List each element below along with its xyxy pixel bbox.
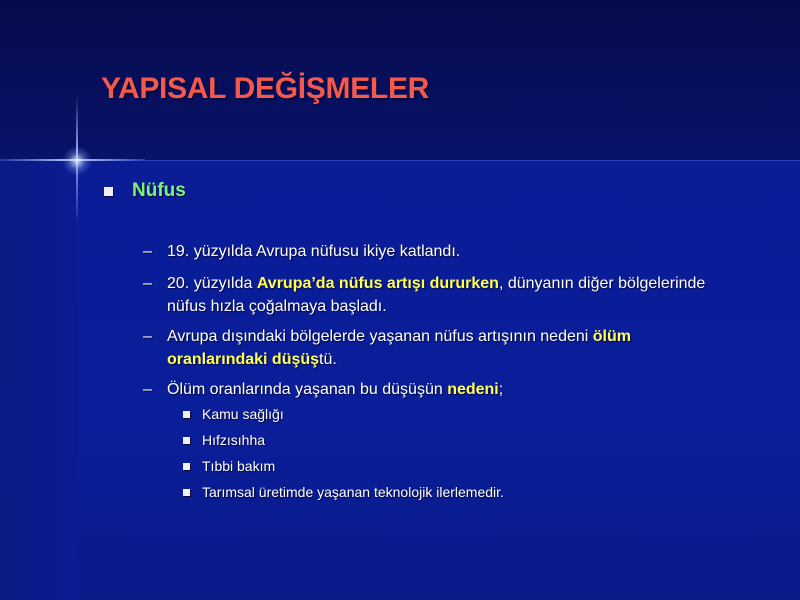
- point-2: [143, 272, 773, 318]
- sub-point-text: Kamu sağlığı: [202, 406, 284, 422]
- point-3: [143, 325, 773, 371]
- sub-point-2: [183, 432, 265, 448]
- point-text: tü.: [319, 351, 337, 368]
- sub-point-3: [183, 458, 275, 474]
- point-4: [143, 378, 773, 401]
- point-highlight: nedeni: [447, 381, 499, 398]
- slide-title: YAPISAL DEĞİŞMELER: [101, 72, 430, 105]
- square-bullet-icon: [183, 411, 190, 418]
- square-bullet-icon: [183, 437, 190, 444]
- dash-bullet-icon: –: [143, 243, 152, 260]
- sub-point-text: Tarımsal üretimde yaşanan teknolojik ilerlemedir.: [202, 484, 504, 500]
- point-text: nüfus hızla çoğalmaya başladı.: [167, 298, 387, 315]
- sub-point-text: Tıbbi bakım: [202, 458, 276, 474]
- point-text: Ölüm oranlarında yaşanan bu düşüşün: [167, 381, 448, 398]
- dash-bullet-icon: –: [143, 275, 152, 292]
- band-divider: [145, 160, 800, 161]
- sub-point-4: [183, 484, 504, 500]
- dash-bullet-icon: –: [143, 328, 152, 345]
- left-strip: [0, 160, 78, 600]
- point-1: [143, 240, 773, 263]
- bullet-label: Nüfus: [132, 180, 186, 201]
- square-bullet-icon: [183, 489, 190, 496]
- dash-bullet-icon: –: [143, 381, 152, 398]
- point-highlight: Avrupa’da nüfus artışı dururken: [256, 275, 499, 292]
- sub-point-text: Hıfzısıhha: [202, 432, 266, 448]
- sub-point-1: [183, 406, 284, 422]
- point-text: ;: [498, 381, 504, 398]
- point-text: Avrupa dışındaki bölgelerde yaşanan nüfus artışının nedeni: [167, 328, 593, 345]
- decorative-glow: [62, 146, 92, 176]
- square-bullet-icon: [183, 463, 190, 470]
- square-bullet-icon: [104, 187, 113, 196]
- bullet-nufus: [104, 180, 186, 202]
- point-text: 20. yüzyılda: [167, 275, 257, 292]
- point-text: 19. yüzyılda Avrupa nüfusu ikiye katlandı.: [167, 243, 461, 260]
- point-highlight: oranlarındaki düşüş: [167, 351, 320, 368]
- point-text: , dünyanın diğer bölgelerinde: [498, 275, 706, 292]
- point-highlight: ölüm: [592, 328, 631, 345]
